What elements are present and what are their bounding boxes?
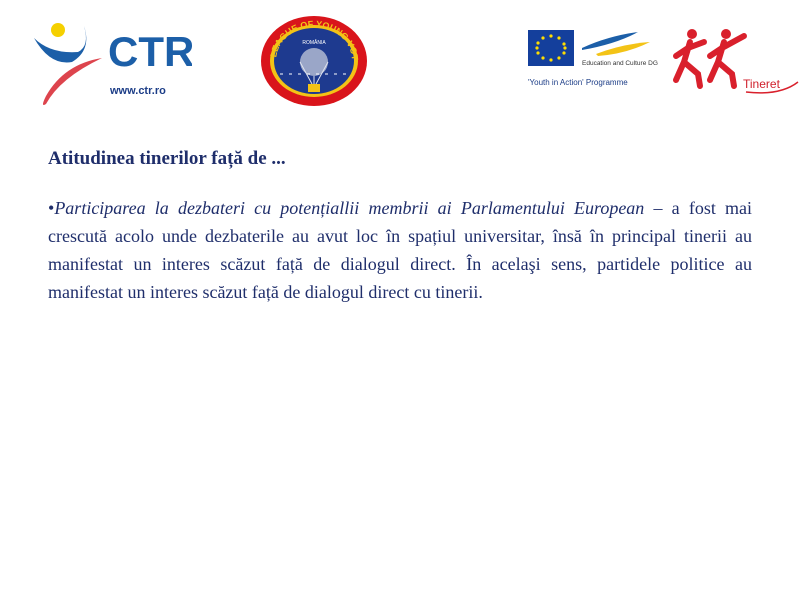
ctr-brand-text: CTR bbox=[108, 28, 192, 75]
body-paragraph bbox=[48, 194, 752, 306]
ctr-url-text[interactable]: www.ctr.ro bbox=[110, 85, 166, 97]
tineret-label: Tineret bbox=[743, 77, 780, 91]
bullet-icon: • bbox=[48, 198, 55, 218]
ctr-logo[interactable] bbox=[32, 18, 192, 108]
tineret-logo[interactable] bbox=[670, 22, 800, 98]
slide-content bbox=[48, 146, 752, 306]
lyv-inner-text: ROMÂNIA bbox=[302, 40, 326, 46]
eu-dg-text: Education and Culture DG bbox=[582, 60, 658, 67]
lyv-ring-text: LEAGUE OF YOUNG VOT bbox=[268, 18, 361, 61]
header bbox=[0, 0, 800, 120]
balloon-seal-icon bbox=[258, 14, 370, 108]
league-of-young-voters-logo[interactable] bbox=[258, 14, 370, 108]
paragraph-rest: – a fost mai crescută acolo unde dezbaterile au avut loc în spațiul universitar, însă în principal tinerii au manifestat un interes scăzut față de dialogul direct. În acelaşi sens, partidele politice au manifestat un interes scăzut față de dialogul direct cu tinerii. bbox=[48, 198, 752, 302]
youth-in-action-text: 'Youth in Action' Programme bbox=[528, 78, 628, 87]
slide-title: Atitudinea tinerilor față de ... bbox=[48, 148, 286, 169]
paragraph-lead-italic: Participarea la dezbateri cu potențiallii membrii ai Parlamentului European bbox=[54, 198, 645, 218]
running-figures-icon bbox=[670, 22, 800, 98]
eu-youth-in-action-logo[interactable] bbox=[526, 26, 658, 92]
